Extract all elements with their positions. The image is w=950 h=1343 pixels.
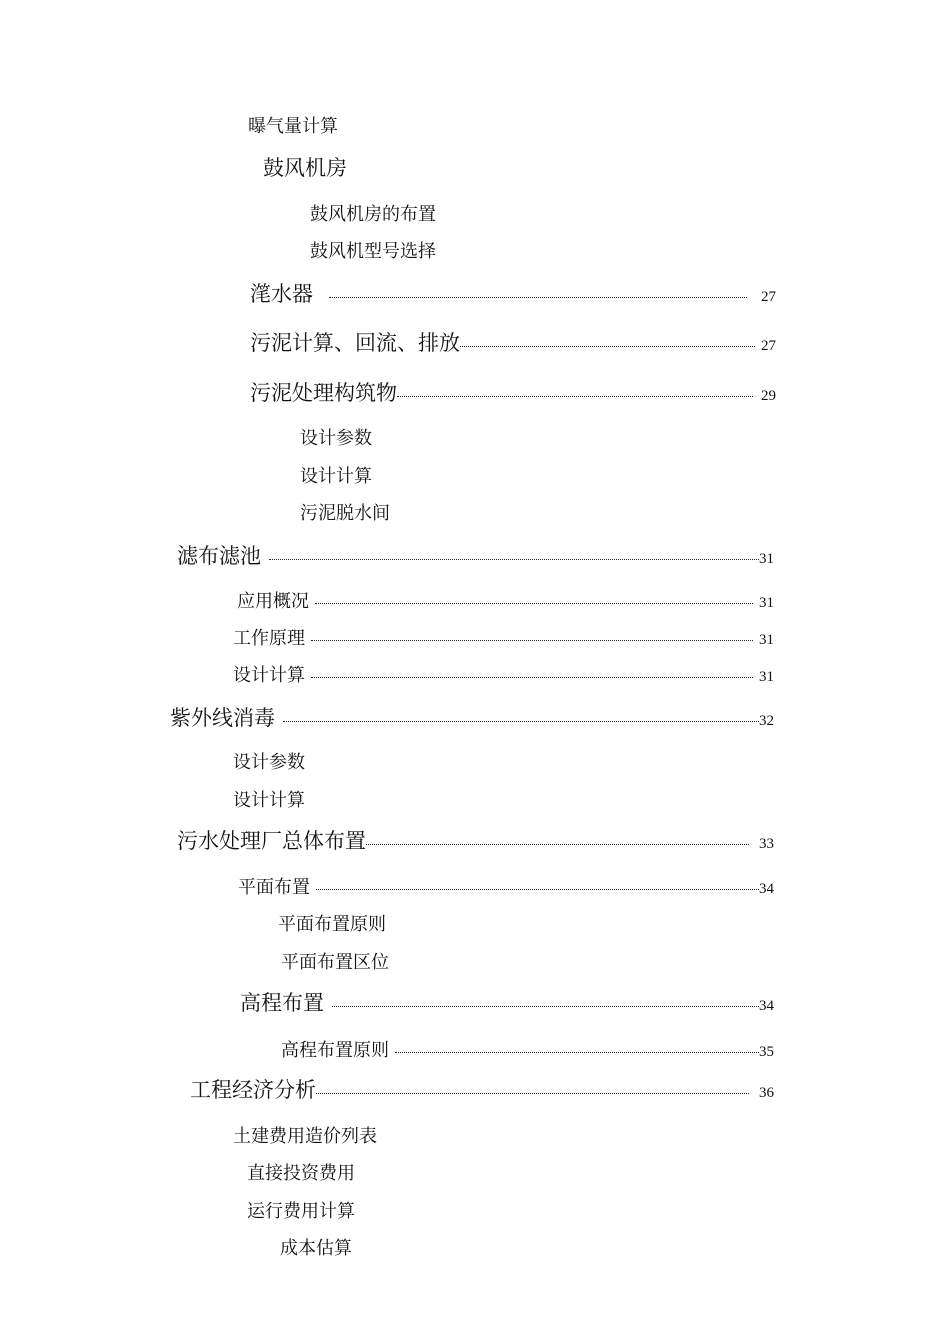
toc-entry-label: 鼓风机房的布置 xyxy=(310,204,436,225)
toc-page-number: 27 xyxy=(761,289,776,305)
dot-leader xyxy=(329,297,747,298)
toc-entry[interactable] xyxy=(281,948,389,974)
toc-entry[interactable] xyxy=(233,786,305,812)
toc-page-number: 31 xyxy=(759,551,774,567)
toc-entry[interactable] xyxy=(300,499,390,525)
toc-page-number: 31 xyxy=(759,632,774,648)
dot-leader xyxy=(397,396,753,397)
toc-page-number: 31 xyxy=(759,595,774,611)
toc-entry-label: 滗水器 xyxy=(250,282,313,306)
toc-entry[interactable] xyxy=(233,1122,377,1148)
dot-leader xyxy=(316,889,759,890)
dot-leader xyxy=(460,346,755,347)
toc-entry[interactable] xyxy=(233,748,305,774)
toc-page-number: 31 xyxy=(759,669,774,685)
toc-entry-label: 污泥计算、回流、排放 xyxy=(250,331,460,355)
dot-leader xyxy=(316,1093,749,1094)
toc-entry-label: 滤布滤池 xyxy=(177,544,261,568)
toc-entry-label: 曝气量计算 xyxy=(248,116,338,137)
toc-entry[interactable] xyxy=(233,624,774,650)
toc-entry[interactable] xyxy=(300,462,372,488)
dot-leader xyxy=(395,1052,759,1053)
toc-entry[interactable] xyxy=(263,152,347,182)
toc-entry[interactable] xyxy=(278,910,386,936)
toc-entry-label: 应用概况 xyxy=(237,591,309,612)
toc-entry-label: 高程布置原则 xyxy=(281,1040,389,1061)
toc-entry-label: 紫外线消毒 xyxy=(170,706,275,730)
toc-page-number: 34 xyxy=(759,881,774,897)
toc-entry[interactable] xyxy=(250,327,776,357)
toc-entry[interactable] xyxy=(177,540,774,570)
toc-entry[interactable] xyxy=(310,237,436,263)
toc-entry-label: 污水处理厂总体布置 xyxy=(177,829,366,853)
dot-leader xyxy=(366,844,749,845)
dot-leader xyxy=(269,559,759,560)
toc-entry[interactable] xyxy=(310,200,436,226)
toc-entry-label: 高程布置 xyxy=(240,991,324,1015)
toc-entry[interactable] xyxy=(300,424,372,450)
toc-entry[interactable] xyxy=(250,278,776,308)
toc-entry-label: 土建费用造价列表 xyxy=(233,1126,377,1147)
toc-page-number: 34 xyxy=(759,998,774,1014)
toc-entry-label: 鼓风机型号选择 xyxy=(310,241,436,262)
toc-page-number: 32 xyxy=(759,713,774,729)
dot-leader xyxy=(283,721,759,722)
toc-page-number: 35 xyxy=(759,1044,774,1060)
toc-entry[interactable] xyxy=(247,1159,355,1185)
toc-entry-label: 工程经济分析 xyxy=(190,1078,316,1102)
toc-entry[interactable] xyxy=(190,1074,774,1104)
toc-entry-label: 平面布置 xyxy=(238,877,310,898)
toc-entry-label: 平面布置区位 xyxy=(281,952,389,973)
dot-leader xyxy=(311,677,753,678)
toc-page-number: 29 xyxy=(761,388,776,404)
toc-entry-label: 污泥处理构筑物 xyxy=(250,381,397,405)
toc-page-number: 33 xyxy=(759,836,774,852)
dot-leader xyxy=(315,603,753,604)
toc-entry-label: 设计参数 xyxy=(300,428,372,449)
toc-entry[interactable] xyxy=(281,1036,774,1062)
toc-entry[interactable] xyxy=(240,987,774,1017)
toc-entry[interactable] xyxy=(233,661,774,687)
dot-leader xyxy=(332,1006,759,1007)
toc-entry-label: 直接投资费用 xyxy=(247,1163,355,1184)
toc-entry-label: 工作原理 xyxy=(233,628,305,649)
toc-entry-label: 成本估算 xyxy=(280,1238,352,1259)
dot-leader xyxy=(311,640,753,641)
toc-entry-label: 设计计算 xyxy=(233,665,305,686)
toc-entry-label: 设计参数 xyxy=(233,752,305,773)
toc-entry[interactable] xyxy=(170,702,774,732)
toc-entry[interactable] xyxy=(238,873,774,899)
toc-entry[interactable] xyxy=(248,112,338,138)
toc-entry-label: 设计计算 xyxy=(300,466,372,487)
toc-entry-label: 鼓风机房 xyxy=(263,156,347,180)
toc-page-number: 27 xyxy=(761,338,776,354)
toc-entry[interactable] xyxy=(247,1197,355,1223)
toc-entry-label: 运行费用计算 xyxy=(247,1201,355,1222)
toc-entry[interactable] xyxy=(250,377,776,407)
toc-entry[interactable] xyxy=(237,587,774,613)
toc-entry[interactable] xyxy=(177,825,774,855)
toc-entry[interactable] xyxy=(280,1234,352,1260)
toc-entry-label: 设计计算 xyxy=(233,790,305,811)
toc-page-number: 36 xyxy=(759,1085,774,1101)
toc-entry-label: 平面布置原则 xyxy=(278,914,386,935)
toc-entry-label: 污泥脱水间 xyxy=(300,503,390,524)
